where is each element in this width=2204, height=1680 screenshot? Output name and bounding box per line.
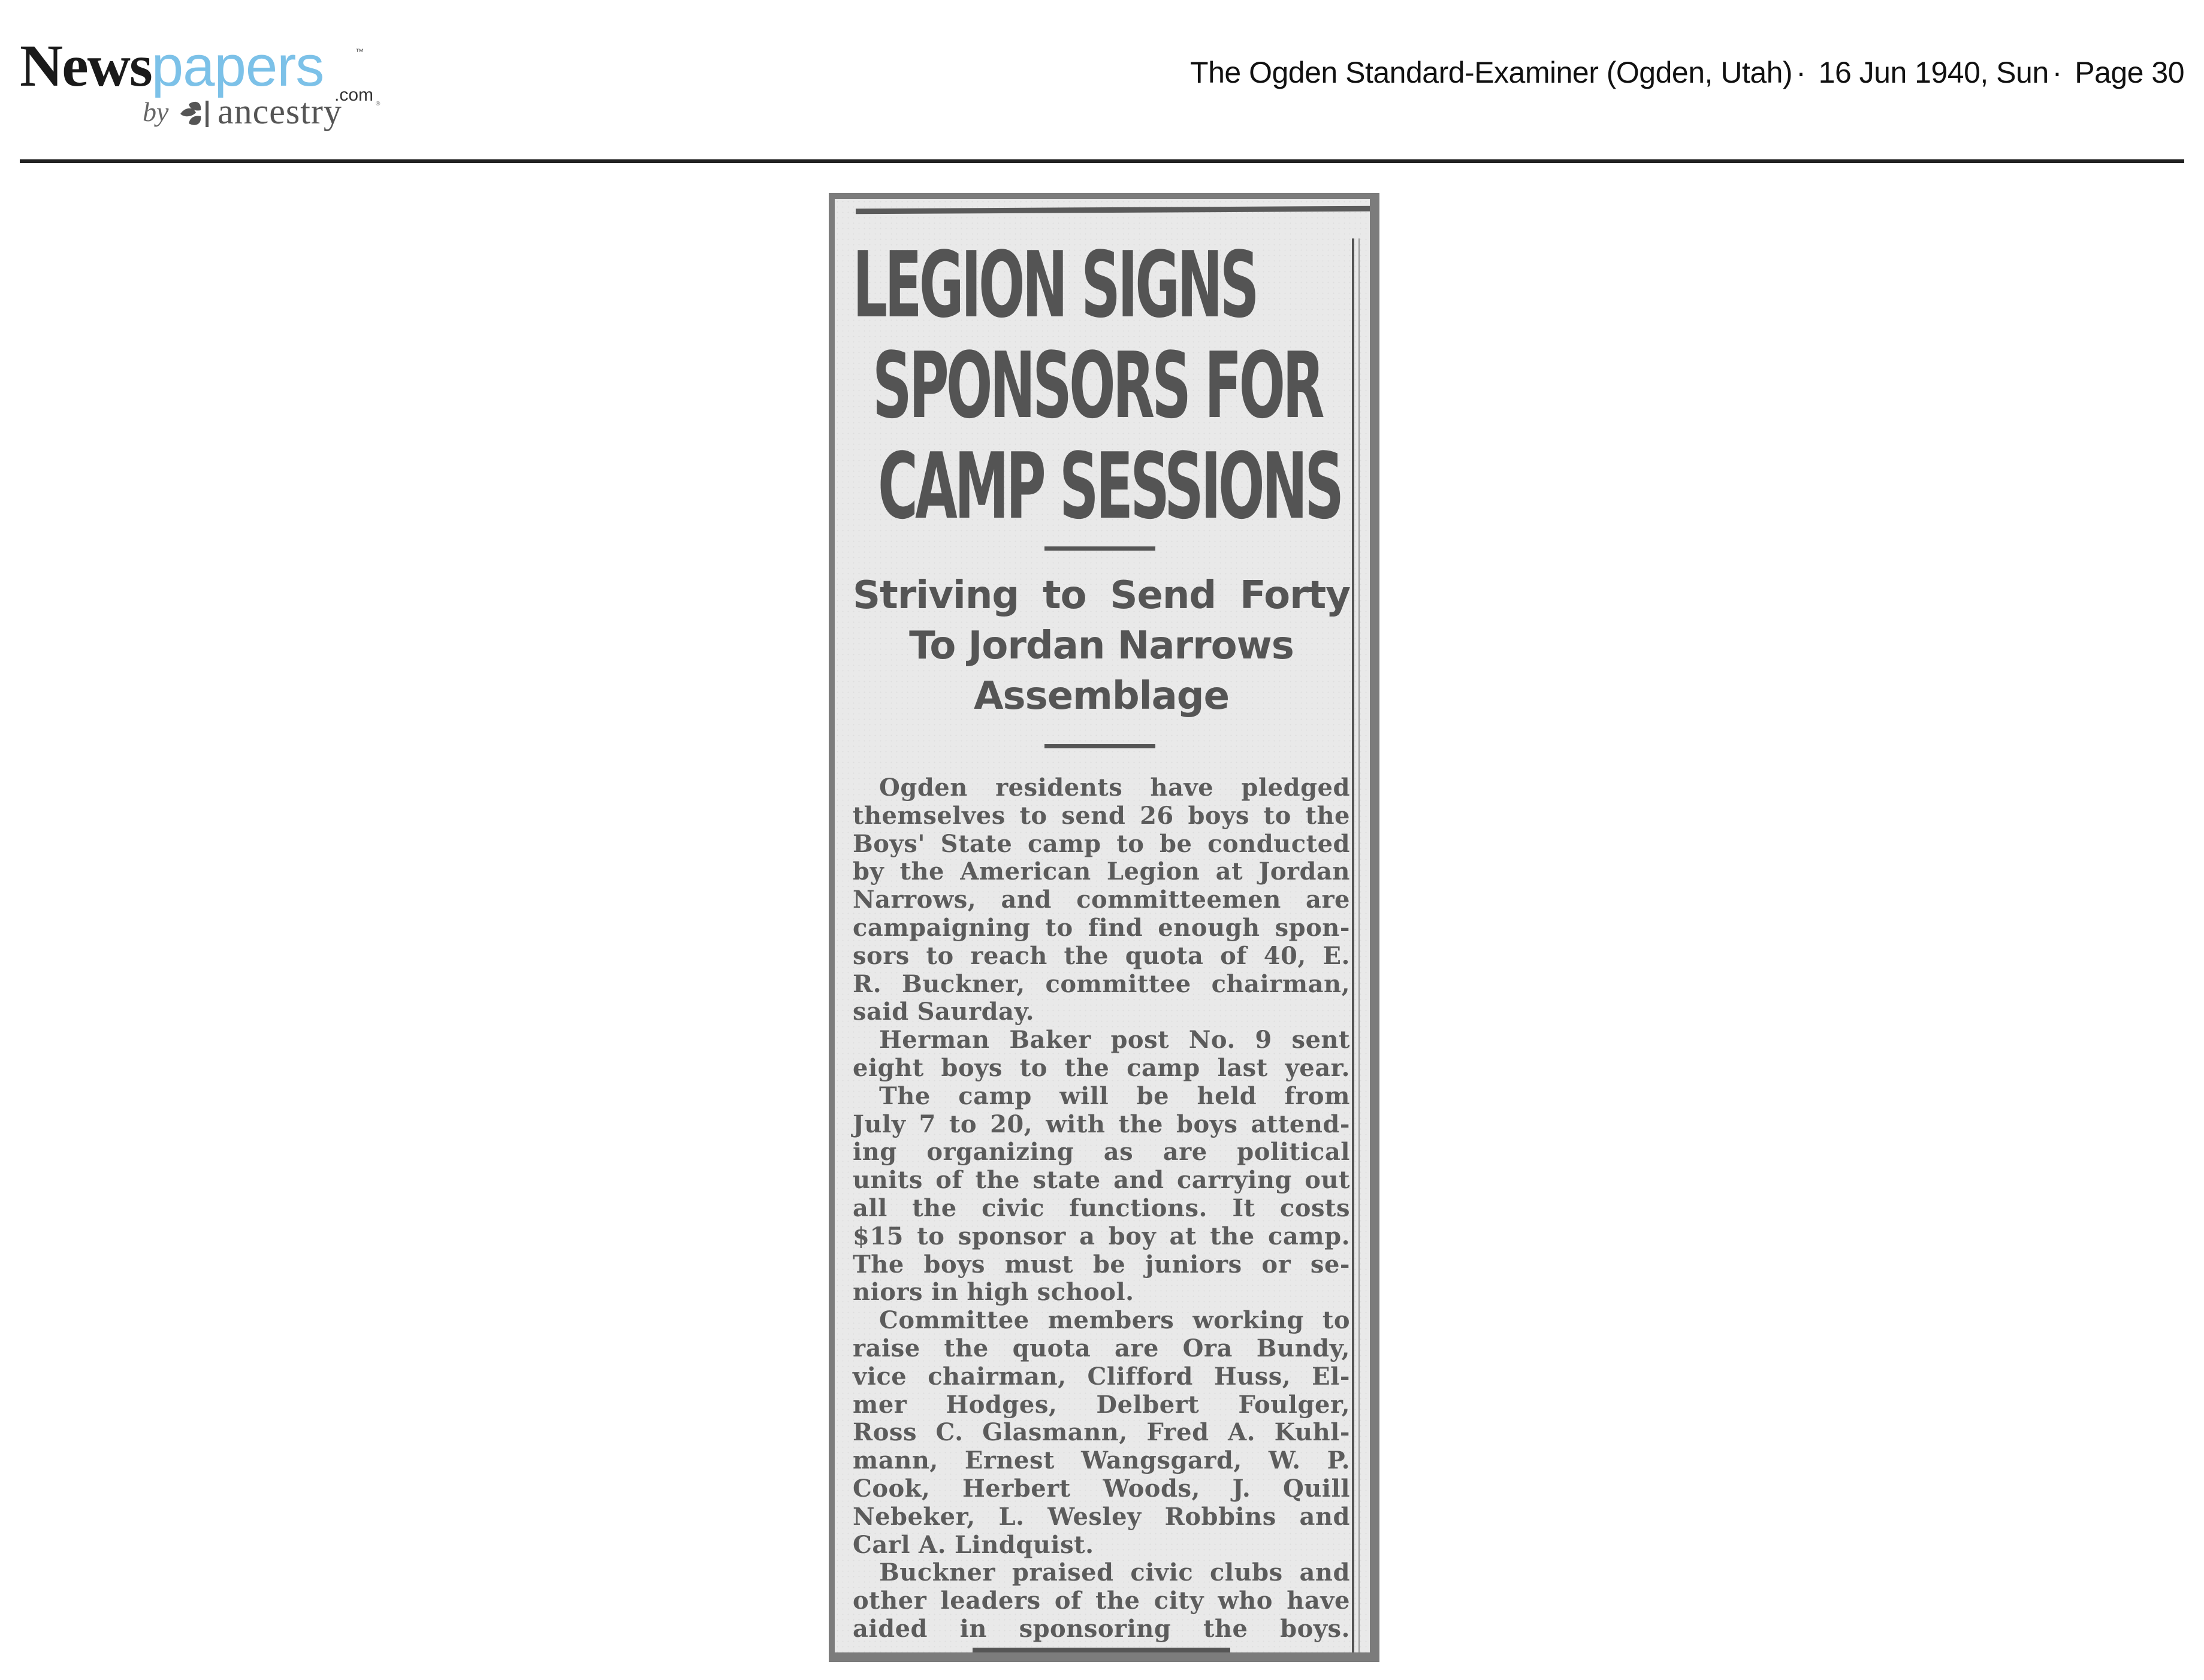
logo-by-label: by: [143, 96, 169, 127]
article-word: of: [1220, 941, 1247, 970]
article-word: sors: [853, 941, 910, 970]
article-word: from: [1284, 1081, 1350, 1110]
article-word: and: [1299, 1502, 1350, 1531]
article-line: [853, 1251, 1350, 1279]
article-word: of: [935, 1166, 963, 1195]
article-word: find: [1088, 913, 1143, 942]
article-word: as: [1103, 1138, 1134, 1167]
header-divider: [20, 159, 2184, 163]
article-word: sponsoring: [1019, 1614, 1172, 1643]
article-word: the: [1095, 1587, 1140, 1615]
article-word: niors: [853, 1278, 923, 1307]
article-word: committee: [1045, 969, 1191, 998]
article-word: Baker: [1009, 1026, 1091, 1054]
article-word: The: [879, 1081, 931, 1110]
article-word: functions.: [1069, 1193, 1207, 1222]
article-subheadline: [853, 570, 1350, 721]
article-word: A.: [919, 1530, 946, 1559]
article-line: [853, 942, 1350, 971]
subheadline-line: [853, 570, 1350, 621]
article-line: [853, 1531, 1350, 1560]
article-word: Ernest: [964, 1446, 1055, 1475]
page-number: Page 30: [2075, 56, 2184, 89]
article-word: pledged: [1241, 773, 1350, 802]
article-word: Narrows,: [853, 886, 977, 914]
logo-ancestry-text: ancestry: [218, 92, 342, 131]
article-word: Fred: [1146, 1418, 1209, 1447]
article-word: of: [1054, 1587, 1082, 1615]
article-word: to: [1263, 801, 1291, 830]
article-word: 7: [919, 1110, 936, 1138]
article-word: boy: [1108, 1222, 1157, 1250]
article-line: [853, 1026, 1350, 1054]
article-word: Buckner: [879, 1558, 996, 1587]
article-line: [853, 802, 1350, 830]
article-word: by: [853, 857, 884, 886]
article-word: and: [1299, 1558, 1350, 1587]
article-word: and: [1001, 886, 1052, 914]
article-word: Carl: [853, 1530, 911, 1559]
article-word: or: [1261, 1250, 1291, 1279]
article-word: reach: [970, 941, 1047, 970]
article-word: Ogden: [879, 773, 968, 802]
article-word: Huss,: [1213, 1362, 1291, 1391]
logo-wordmark: [20, 32, 324, 99]
article-word: boys: [923, 1250, 985, 1279]
article-word: quota: [1125, 941, 1204, 970]
article-word: costs: [1279, 1193, 1350, 1222]
article-word: camp.: [1268, 1222, 1350, 1250]
article-word: E.: [1323, 941, 1350, 970]
article-word: last: [1217, 1053, 1268, 1082]
article-word: political: [1237, 1138, 1350, 1167]
newspapers-logo[interactable]: [20, 32, 381, 138]
article-word: W.: [1268, 1446, 1301, 1475]
article-word: are: [1163, 1138, 1207, 1167]
publication-name: The Ogden Standard-Examiner (Ogden, Utah): [1190, 56, 1793, 89]
article-word: Ora: [1182, 1334, 1233, 1362]
article-word: Glasmann,: [982, 1418, 1128, 1447]
article-word: are: [1306, 886, 1350, 914]
article-word: clubs: [1210, 1558, 1283, 1587]
article-word: Robbins: [1164, 1502, 1276, 1531]
trademark-mark: ™: [355, 47, 364, 56]
article-word: boys: [1188, 801, 1249, 830]
article-word: have: [1150, 773, 1214, 802]
article-word: Quill: [1282, 1474, 1350, 1503]
article-word: state: [1032, 1166, 1101, 1195]
article-line: [853, 971, 1350, 999]
article-line: [853, 1138, 1350, 1167]
article-word: to: [926, 941, 954, 970]
article-word: Legion: [1106, 857, 1200, 886]
subheadline-word: Send: [1110, 573, 1216, 618]
article-word: in: [931, 1278, 959, 1307]
article-word: J.: [1232, 1474, 1251, 1503]
column-bottom-rule: [973, 1648, 1230, 1652]
article-line: [853, 774, 1350, 802]
article-word: praised: [1012, 1558, 1114, 1587]
article-word: sent: [1291, 1026, 1350, 1054]
article-word: Wangsgard,: [1081, 1446, 1242, 1475]
article-line: [853, 1083, 1350, 1111]
article-word: Hodges,: [946, 1390, 1058, 1419]
article-word: who: [1218, 1587, 1273, 1615]
article-word: the: [1118, 1110, 1163, 1138]
headline-line: LEGION SIGNS: [853, 232, 1257, 338]
article-word: leaders: [940, 1587, 1041, 1615]
separator: ·: [2052, 56, 2062, 89]
article-line: [853, 858, 1350, 886]
article-line: [853, 830, 1350, 859]
subheadline-word: Forty: [1240, 573, 1350, 618]
article-word: Saurday.: [917, 998, 1035, 1026]
article-word: 40,: [1263, 941, 1306, 970]
article-word: mann,: [853, 1446, 938, 1475]
article-headline: [853, 232, 1342, 539]
article-line: [853, 1279, 1350, 1307]
clipping-source-info: [1190, 55, 2184, 90]
article-word: the: [912, 1193, 957, 1222]
subheadline-line: To Jordan Narrows: [909, 624, 1294, 668]
article-word: boys.: [1280, 1614, 1350, 1643]
article-word: No.: [1188, 1026, 1236, 1054]
article-word: conducted: [1207, 829, 1350, 858]
article-line: [853, 1503, 1350, 1531]
newspaper-clipping: [829, 193, 1379, 1662]
headline-divider: [1044, 546, 1155, 551]
separator: ·: [1796, 56, 1806, 89]
article-word: eight: [853, 1053, 924, 1082]
article-word: held: [1197, 1081, 1257, 1110]
article-word: 26: [1140, 801, 1174, 830]
article-word: carrying: [1176, 1166, 1292, 1195]
article-word: working: [1192, 1306, 1304, 1335]
article-word: Foulger,: [1238, 1390, 1350, 1419]
headline-line: SPONSORS FOR: [872, 333, 1322, 439]
article-word: El-: [1312, 1362, 1350, 1391]
article-word: Herman: [879, 1026, 990, 1054]
article-word: to: [917, 1222, 945, 1250]
article-word: the: [1064, 941, 1109, 970]
article-word: camp: [958, 1081, 1032, 1110]
article-word: $15: [853, 1222, 904, 1250]
article-word: at: [1169, 1222, 1197, 1250]
ancestry-leaf-icon: [176, 98, 218, 128]
publication-date: 16 Jun 1940, Sun: [1818, 56, 2049, 89]
article-word: civic: [982, 1193, 1044, 1222]
article-word: and: [1113, 1166, 1164, 1195]
article-word: Lindquist.: [955, 1530, 1094, 1559]
subheadline-line: Assemblage: [974, 674, 1229, 718]
article-word: 20,: [990, 1110, 1033, 1138]
article-word: themselves: [853, 801, 1006, 830]
article-word: the: [1210, 1222, 1255, 1250]
article-line: [853, 1054, 1350, 1083]
article-word: units: [853, 1166, 923, 1195]
article-word: boys: [941, 1053, 1003, 1082]
article-word: Committee: [879, 1306, 1029, 1335]
article-word: camp: [1028, 829, 1101, 858]
article-word: attend-: [1251, 1110, 1350, 1138]
article-word: Delbert: [1096, 1390, 1200, 1419]
article-word: the: [1305, 801, 1350, 830]
article-word: boys: [1176, 1110, 1238, 1138]
article-word: vice: [853, 1362, 907, 1391]
article-word: said: [853, 998, 909, 1026]
article-word: Buckner,: [902, 969, 1025, 998]
article-word: to: [949, 1110, 977, 1138]
article-word: committeemen: [1076, 886, 1281, 914]
article-word: camp: [1127, 1053, 1200, 1082]
article-word: July: [853, 1110, 906, 1138]
article-word: Woods,: [1103, 1474, 1200, 1503]
article-body: [853, 774, 1350, 1643]
article-word: at: [1215, 857, 1243, 886]
article-line: [853, 886, 1350, 914]
article-word: to: [1116, 829, 1145, 858]
article-line: [853, 1167, 1350, 1195]
article-word: post: [1110, 1026, 1170, 1054]
article-word: year.: [1285, 1053, 1350, 1082]
article-word: be: [1136, 1081, 1170, 1110]
article-word: State: [940, 829, 1013, 858]
article-word: mer: [853, 1390, 907, 1419]
column-top-rule: [856, 206, 1370, 214]
article-line: [853, 1615, 1350, 1643]
article-word: ing: [853, 1138, 897, 1167]
article-word: aided: [853, 1614, 928, 1643]
article-word: R.: [853, 969, 882, 998]
article-word: to: [1045, 913, 1073, 942]
article-word: P.: [1327, 1446, 1350, 1475]
article-word: sponsor: [958, 1222, 1066, 1250]
article-word: The: [853, 1250, 904, 1279]
article-word: out: [1305, 1166, 1350, 1195]
article-word: the: [944, 1334, 989, 1362]
article-word: members: [1047, 1306, 1175, 1335]
article-word: C.: [935, 1418, 964, 1447]
article-line: [853, 1111, 1350, 1139]
registered-mark: ®: [376, 101, 381, 107]
article-word: to: [1019, 801, 1047, 830]
article-word: must: [1004, 1250, 1074, 1279]
article-word: Boys': [853, 829, 925, 858]
column-rule: [1352, 238, 1354, 1652]
article-line: [853, 1419, 1350, 1447]
article-line: [853, 1223, 1350, 1251]
article-word: spon-: [1275, 913, 1350, 942]
article-word: the: [1064, 1053, 1110, 1082]
article-word: Kuhl-: [1274, 1418, 1350, 1447]
subheadline-divider: [1044, 744, 1155, 748]
article-word: will: [1059, 1081, 1109, 1110]
article-word: a: [1079, 1222, 1095, 1250]
logo-domain-suffix: .com: [334, 85, 374, 105]
logo-papers-text: papers: [151, 34, 324, 98]
article-word: Jordan: [1258, 857, 1350, 886]
article-word: It: [1232, 1193, 1255, 1222]
article-line: [853, 1195, 1350, 1223]
article-word: to: [1322, 1306, 1350, 1335]
article-word: civic: [1130, 1558, 1194, 1587]
article-line: [853, 1363, 1350, 1391]
clipping-image: [835, 199, 1370, 1652]
article-word: be: [1092, 1250, 1126, 1279]
article-word: high: [967, 1278, 1029, 1307]
article-word: Ross: [853, 1418, 917, 1447]
article-word: the: [899, 857, 944, 886]
article-line: [853, 1559, 1350, 1587]
article-word: chairman,: [1211, 969, 1350, 998]
article-word: the: [1203, 1614, 1248, 1643]
article-word: chairman,: [928, 1362, 1067, 1391]
article-word: be: [1160, 829, 1192, 858]
article-line: [853, 1391, 1350, 1419]
article-word: organizing: [926, 1138, 1074, 1167]
article-word: Herbert: [962, 1474, 1071, 1503]
article-word: Wesley: [1047, 1502, 1142, 1531]
article-word: other: [853, 1587, 927, 1615]
article-word: enough: [1158, 913, 1260, 942]
logo-news-text: News: [20, 32, 152, 99]
article-word: city: [1154, 1587, 1204, 1615]
article-word: Clifford: [1087, 1362, 1193, 1391]
article-word: residents: [995, 773, 1123, 802]
article-word: A.: [1228, 1418, 1256, 1447]
article-word: se-: [1310, 1250, 1350, 1279]
article-word: raise: [853, 1334, 920, 1362]
article-word: to: [1019, 1053, 1047, 1082]
article-word: school.: [1037, 1278, 1134, 1307]
article-line: [853, 1335, 1350, 1363]
article-word: have: [1287, 1587, 1350, 1615]
article-word: in: [959, 1614, 987, 1643]
article-line: [853, 914, 1350, 942]
article-word: quota: [1012, 1334, 1091, 1362]
article-word: Nebeker,: [853, 1502, 976, 1531]
article-word: all: [853, 1193, 887, 1222]
article-line: [853, 1307, 1350, 1335]
article-line: [853, 1447, 1350, 1475]
article-word: Bundy,: [1256, 1334, 1350, 1362]
article-word: the: [975, 1166, 1021, 1195]
article-line: [853, 998, 1350, 1026]
article-word: are: [1114, 1334, 1159, 1362]
article-word: American: [960, 857, 1091, 886]
article-word: L.: [998, 1502, 1025, 1531]
article-line: [853, 1587, 1350, 1615]
article-word: juniors: [1145, 1250, 1242, 1279]
article-word: with: [1046, 1110, 1106, 1138]
article-word: 9: [1255, 1026, 1272, 1054]
article-word: Cook,: [853, 1474, 931, 1503]
column-rule: [1358, 238, 1360, 1652]
headline-line: CAMP SESSIONS: [878, 433, 1342, 539]
subheadline-word: Striving: [853, 573, 1019, 618]
article-word: campaigning: [853, 913, 1031, 942]
subheadline-word: to: [1043, 573, 1086, 618]
article-line: [853, 1475, 1350, 1503]
article-word: send: [1061, 801, 1126, 830]
